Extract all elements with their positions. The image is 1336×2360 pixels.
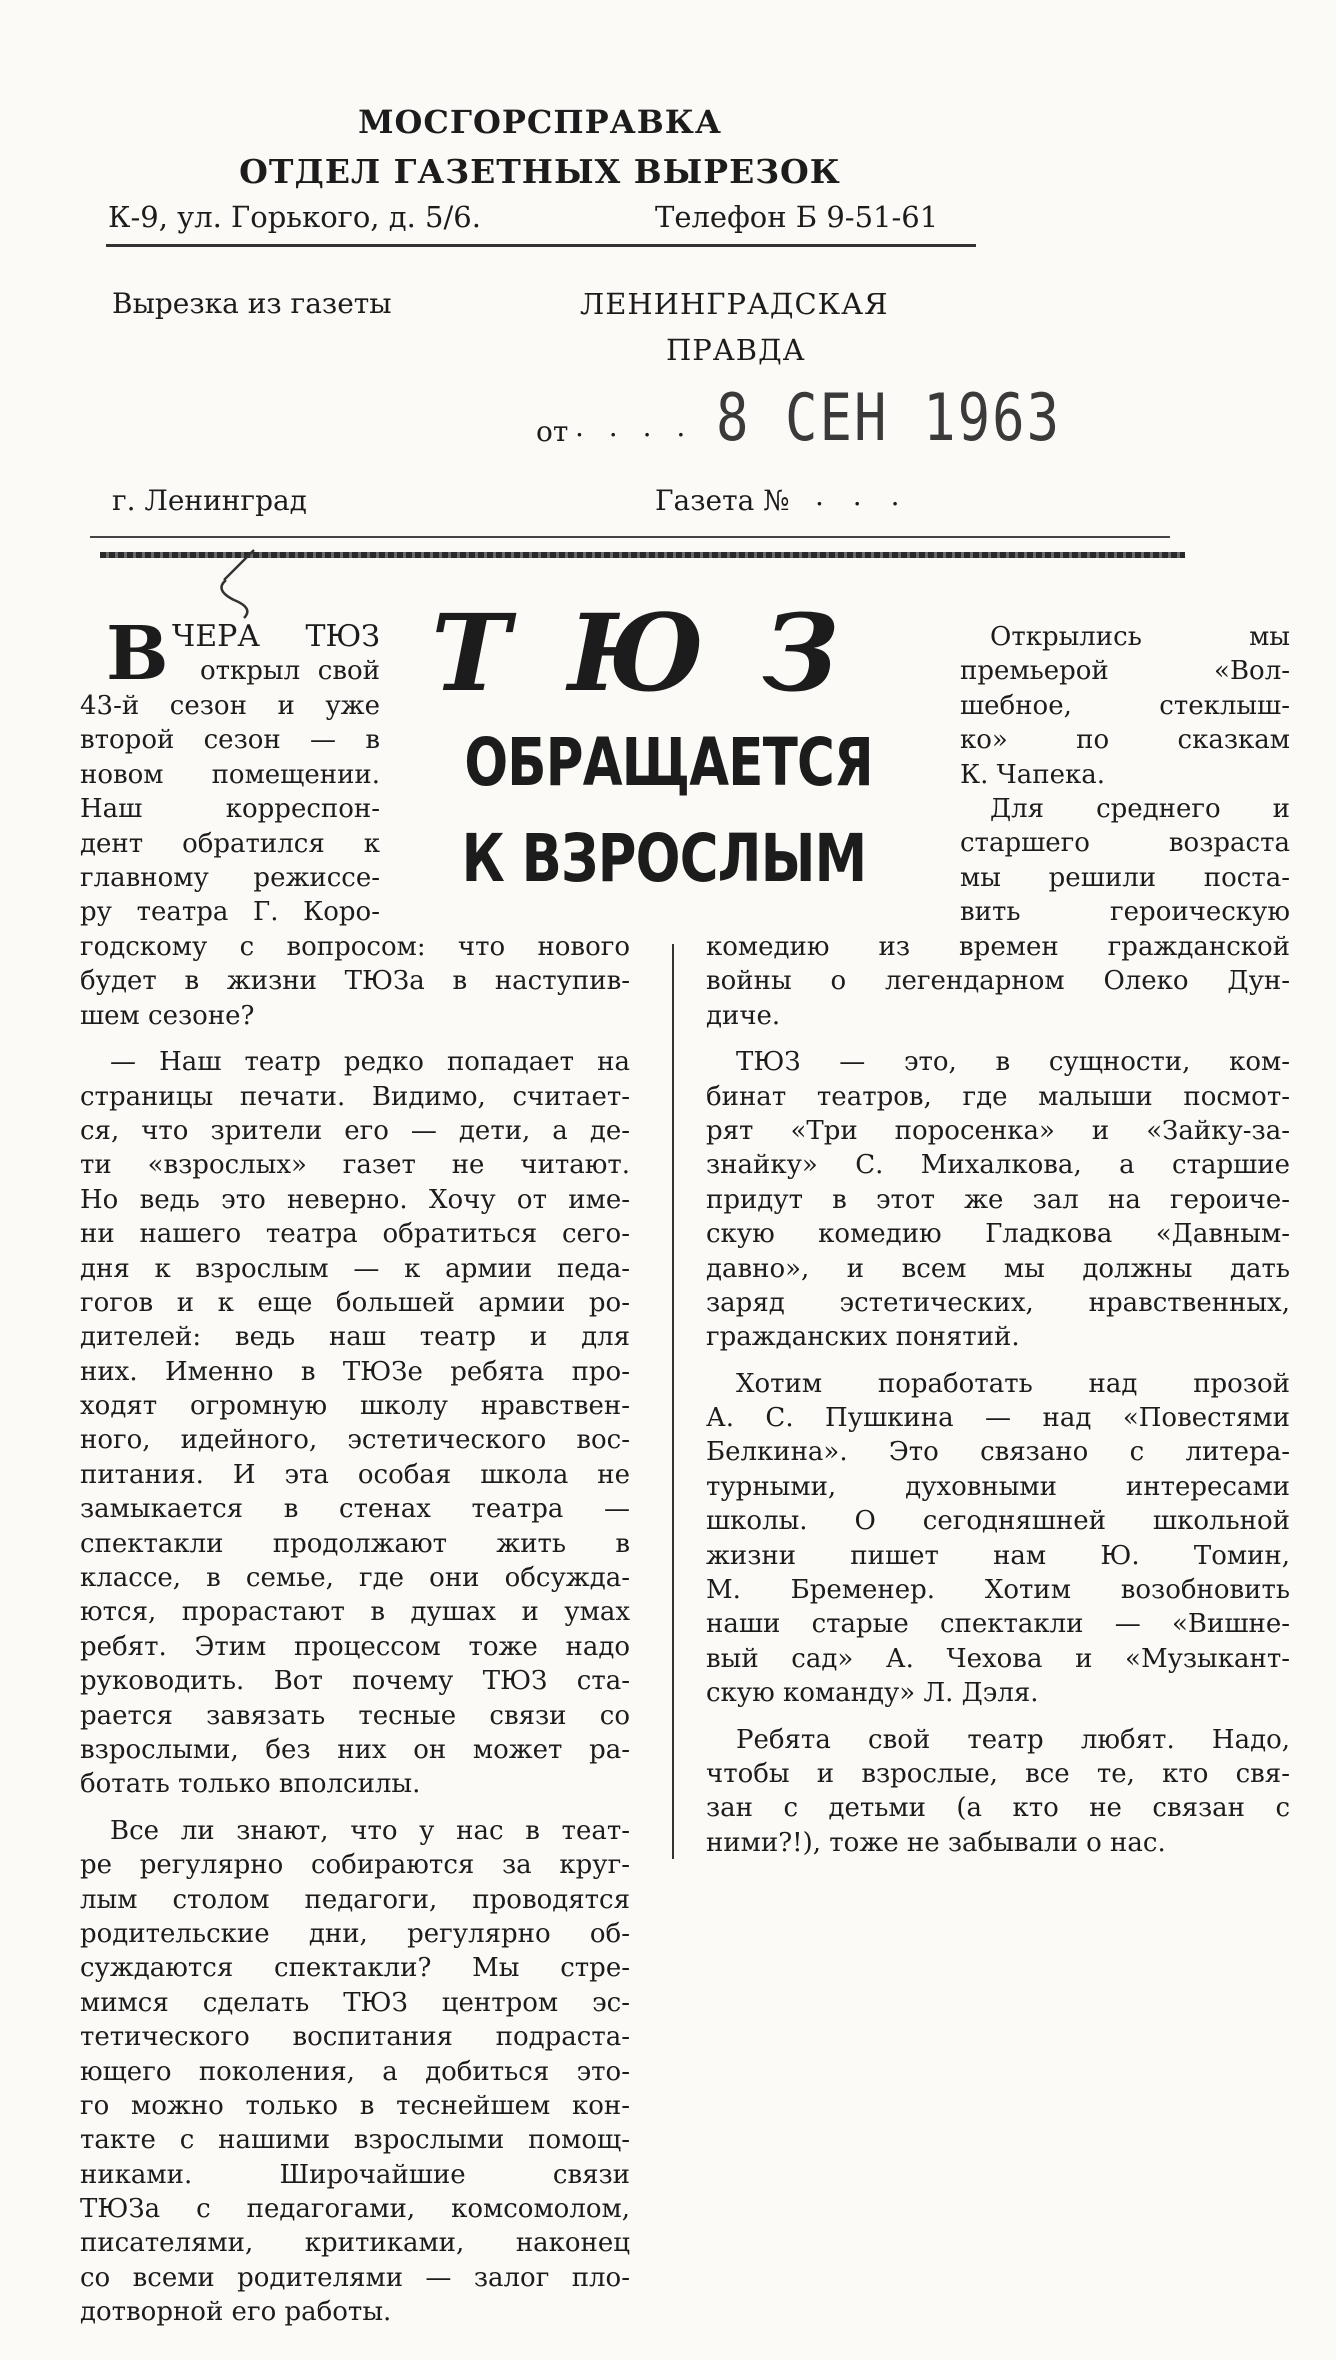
lead-line: дент обратился к [80,828,380,859]
text-line: ботать только вполсилы. [80,1769,421,1800]
text-line: давно», и всем мы должны дать [706,1253,1290,1284]
headline-title: ТЮЗ [431,590,897,715]
text-line: заряд эстетических, нравственных, [706,1287,1290,1318]
text-line: шем сезоне? [80,1000,255,1031]
text-line: со всеми родителями — залог пло- [80,2262,630,2293]
text-line: скую комедию Гладкова «Давным- [706,1219,1290,1250]
text-line: войны о легендарном Олеко Дун- [706,966,1290,997]
text-line: замыкается в стенах театра — [80,1494,630,1525]
lead-column [172,620,380,689]
header-divider [106,244,976,247]
text-line: рят «Три поросенка» и «Зайку-за- [706,1115,1290,1146]
newspaper-name-line2: ПРАВДА [666,333,806,367]
newspaper-name-line1: ЛЕНИНГРАДСКАЯ [580,287,889,321]
lead-line: главному режиссе- [80,862,380,893]
issue-dots: . . . [815,479,910,512]
text-line: рается завязать тесные связи со [80,1700,630,1731]
text-line: ющего поколения, а добиться это- [80,2056,630,2087]
text-line: питания. И эта особая школа не [80,1459,630,1490]
department-name: ОТДЕЛ ГАЗЕТНЫХ ВЫРЕЗОК [239,152,841,191]
text-line: ни нашего театра обратиться сего- [80,1219,630,1250]
lead-line: новом помещении. [80,759,380,790]
text-line: дителей: ведь наш театр и для [80,1322,630,1353]
text-line: тетического воспитания подраста- [80,2022,630,2053]
text-line: мы решили поста- [960,862,1290,893]
text-line: К. Чапека. [960,759,1105,790]
text-line: комедию из времен гражданской [706,932,1290,962]
bureau-address: К-9, ул. Горького, д. 5/6. [108,200,481,234]
text-line: Но ведь это неверно. Хочу от име- [80,1184,630,1215]
text-line: страницы печати. Видимо, считает- [80,1081,630,1112]
text-line: диче. [706,1000,781,1031]
text-line: премьерой «Вол- [960,656,1290,687]
article-column-1 [80,930,630,2330]
city-label: г. Ленинград [112,484,307,517]
text-line: годскому с вопросом: что нового [80,932,630,962]
text-line: писателями, критиками, наконец [80,2228,630,2259]
text-line: ся, что зрители его — дети, а де- [80,1115,630,1146]
text-line: чтобы и взрослые, все те, кто свя- [706,1758,1290,1789]
text-line: школы. О сегодняшней школьной [706,1506,1290,1537]
text-line: М. Бременер. Хотим возобновить [706,1575,1290,1606]
lead-line: 43-й сезон и уже [80,691,380,721]
text-line: лым столом педагоги, проводятся [80,1884,630,1915]
bureau-phone: Телефон Б 9-51-61 [655,200,939,234]
text-line: гогов и к еще большей армии ро- [80,1287,630,1318]
text-line: взрослыми, без них он может ра- [80,1734,630,1765]
text-line: скую команду» Л. Дэля. [706,1678,1039,1709]
text-line: Белкина». Это связано с литера- [706,1437,1290,1468]
column-divider [672,944,674,1859]
text-line: родительские дни, регулярно об- [80,1918,630,1949]
text-line: суждаются спектакли? Мы стре- [80,1953,630,1984]
text-line: зан с детьми (а кто не связан с [706,1793,1290,1824]
text-line: руководить. Вот почему ТЮЗ ста- [80,1666,630,1697]
text-line: классе, в семье, где они обсужда- [80,1563,630,1594]
text-line: них. Именно в ТЮЗе ребята про- [80,1356,630,1387]
text-line: вить героическую [960,897,1290,928]
text-line: старшего возраста [960,828,1290,859]
text-line: такте с нашими взрослыми помощ- [80,2125,630,2156]
headline-line-2: ОБРАЩАЕТСЯ [464,724,873,801]
drop-cap: В [106,611,169,697]
header-bottom-rule [90,536,1170,538]
lead-line: второй сезон — в [80,725,380,756]
text-line: Все ли знают, что у нас в теат- [110,1815,630,1846]
text-line: ними?!), тоже не забывали о нас. [706,1827,1166,1858]
text-line: придут в этот же зал на героиче- [706,1184,1290,1215]
text-line: никами. Широчайшие связи [80,2159,630,2190]
text-line: турными, духовными интересами [706,1471,1290,1502]
text-line: А. С. Пушкина — над «Повестями [706,1403,1290,1434]
text-line: жизни пишет нам Ю. Томин, [706,1540,1290,1571]
text-line: ТЮЗ — это, в сущности, ком- [736,1047,1290,1078]
text-line: гражданских понятий. [706,1322,1020,1353]
text-line: ются, прорастают в душах и умах [80,1597,630,1628]
text-line: вый сад» А. Чехова и «Музыкант- [706,1643,1290,1674]
text-line: Для среднего и [990,793,1290,824]
text-line: спектакли продолжают жить в [80,1528,630,1559]
right-top-column [960,620,1290,930]
text-line: мимся сделать ТЮЗ центром эс- [80,1987,630,2018]
text-line: Хотим поработать над прозой [736,1368,1290,1399]
date-label: от [536,415,569,448]
article-column-2 [706,930,1290,1860]
headline-line-3: К ВЗРОСЛЫМ [461,820,867,897]
date-dots: . . . . [575,410,694,443]
text-line: дотворной его работы. [80,2297,392,2328]
issue-label: Газета № [655,484,790,517]
text-line: ТЮЗа с педагогами, комсомолом, [80,2194,630,2225]
clip-label: Вырезка из газеты [112,287,392,320]
text-line: будет в жизни ТЮЗа в наступив- [80,966,630,997]
text-line: ре регулярно собираются за круг- [80,1850,630,1881]
text-line: ходят огромную школу нравствен- [80,1391,630,1422]
text-line: ребят. Этим процессом тоже надо [80,1631,630,1662]
lead-line: Наш корреспон- [80,794,380,825]
text-line: ти «взрослых» газет не читают. [80,1150,630,1181]
text-line: наши старые спектакли — «Вишне- [706,1609,1290,1640]
text-line: шебное, стеклыш- [960,690,1290,721]
text-line: ко» по сказкам [960,725,1290,756]
date-stamp: 8 СЕН 1963 [716,380,1062,456]
lead-column-wide [80,689,380,930]
text-line: го можно только в теснейшем кон- [80,2090,630,2121]
text-line: Открылись мы [990,622,1290,652]
lead-line: открыл свой [200,656,380,687]
text-line: ного, идейного, эстетического вос- [80,1425,630,1456]
pencil-mark-icon [214,540,274,620]
bureau-name: МОСГОРСПРАВКА [358,103,722,141]
lead-line: ру театра Г. Коро- [80,897,380,928]
text-line: Ребята свой театр любят. Надо, [736,1724,1290,1755]
lead-line: ЧЕРА ТЮЗ [172,619,380,654]
text-line: бинат театров, где малыши посмот- [706,1081,1290,1112]
text-line: — Наш театр редко попадает на [110,1047,630,1078]
text-line: знайку» С. Михалкова, а старшие [706,1150,1290,1181]
text-line: дня к взрослым — к армии педа- [80,1253,630,1284]
